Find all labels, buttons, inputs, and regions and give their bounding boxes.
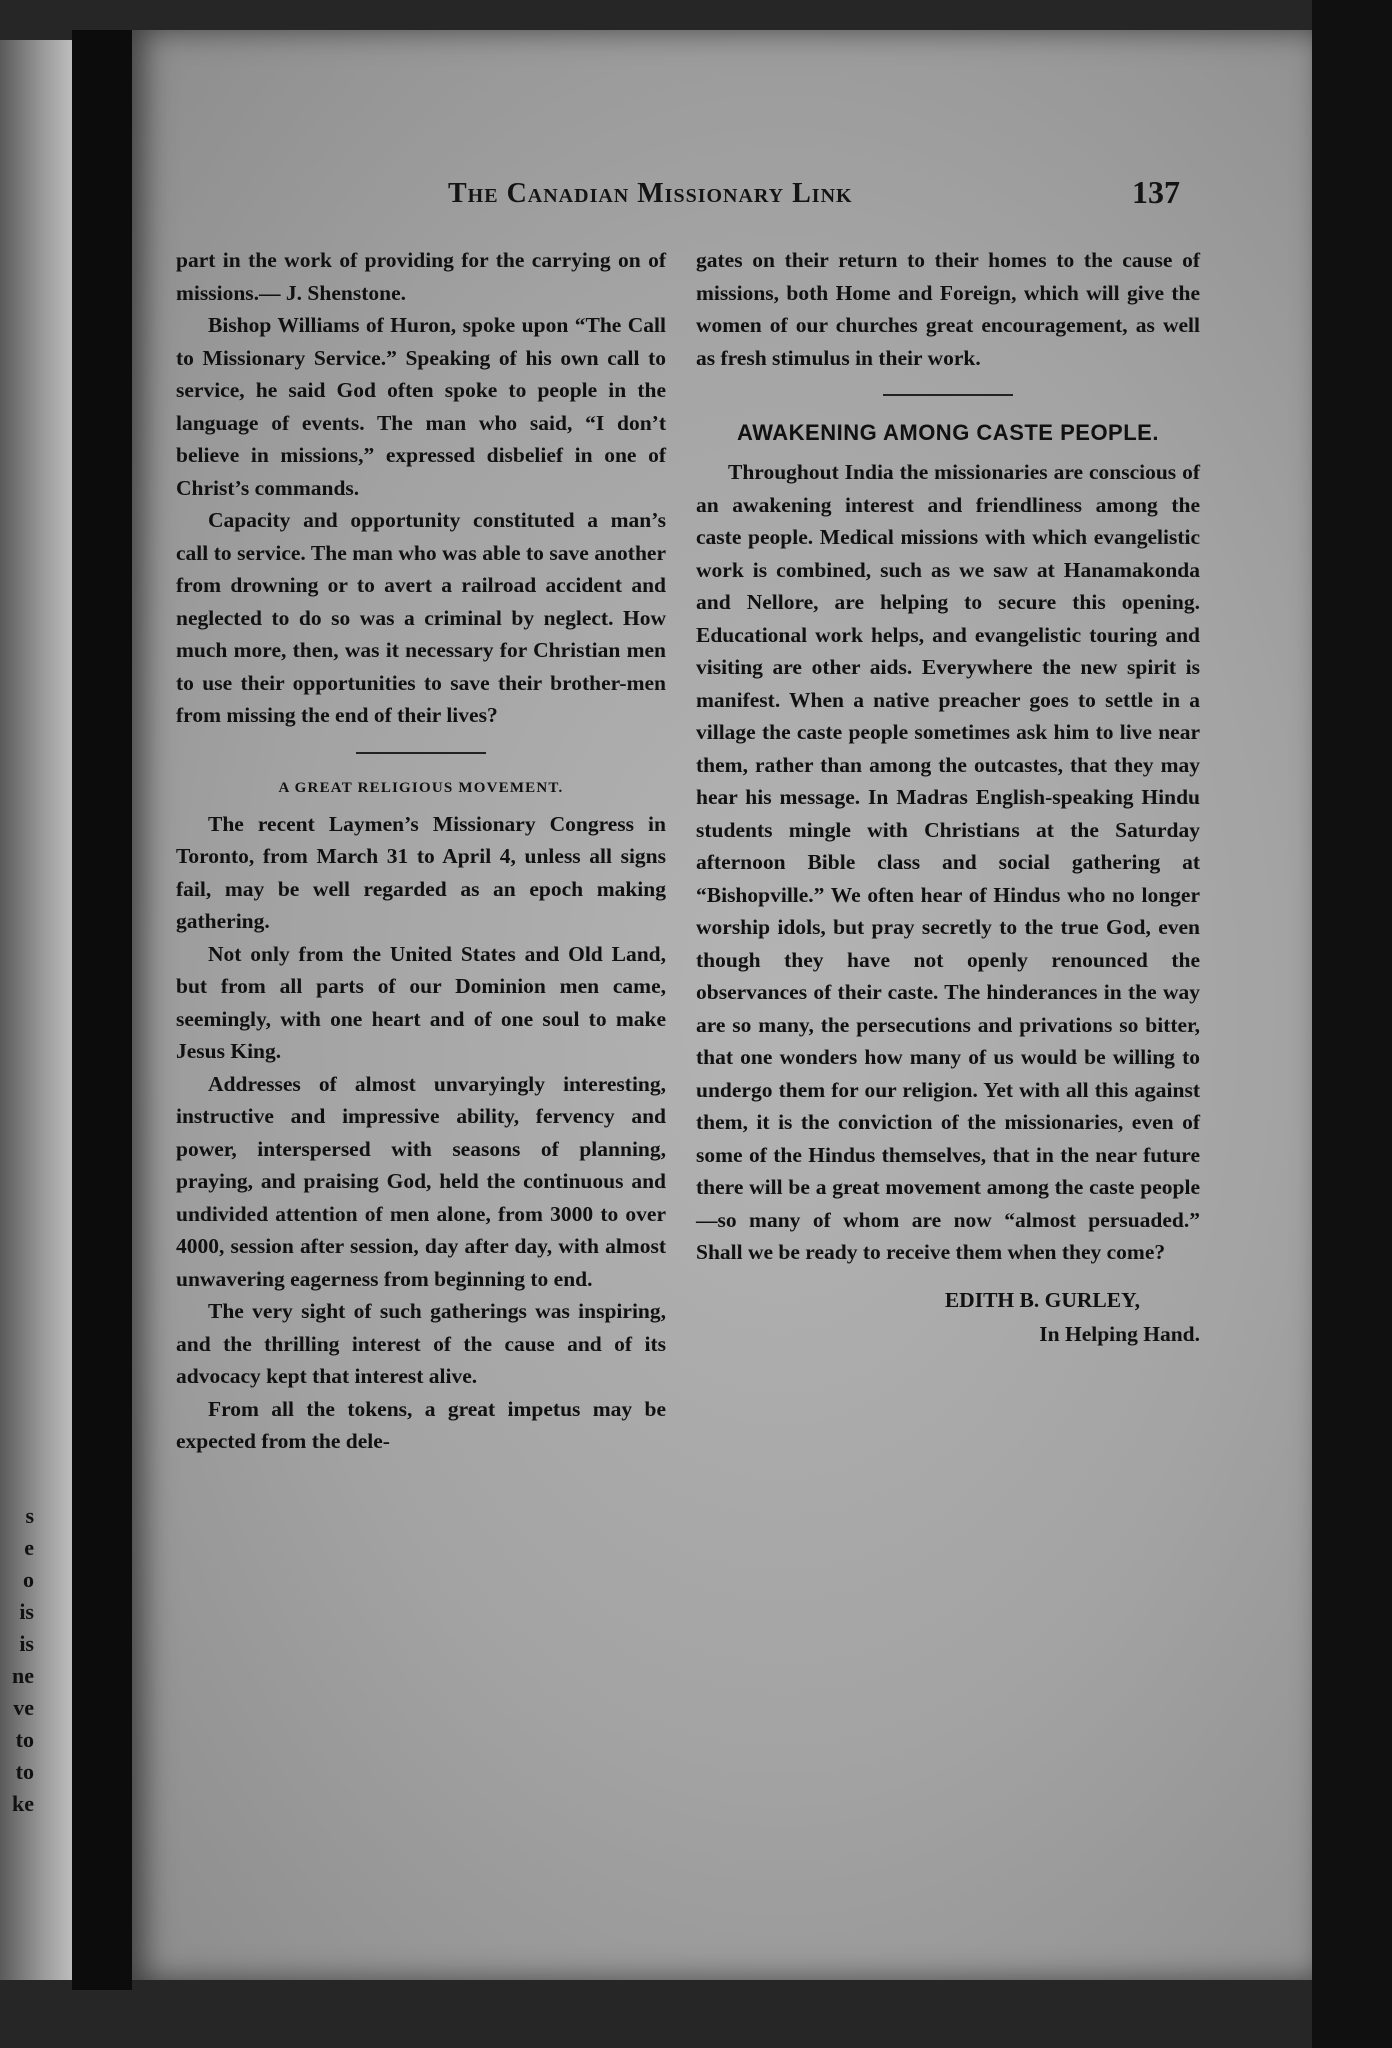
fragment: ke	[12, 1791, 34, 1816]
paragraph: Capacity and opportunity constituted a man’s call to service. The man who was able to save another from drowning or to avert a railroad accident and neglected to do so was a criminal by neglect. How much more, then, was it necessary for Christian men to use their opportunities to save their brother-men from missing the end of their lives?	[176, 508, 666, 727]
left-column	[176, 244, 666, 1458]
section-title: AWAKENING AMONG CASTE PEOPLE.	[737, 420, 1159, 445]
signature	[696, 1283, 1200, 1351]
section-divider	[356, 752, 486, 754]
book-spine-shadow	[72, 30, 132, 1990]
fragment: to	[15, 1759, 34, 1784]
fragment: to	[15, 1727, 34, 1752]
fragment: s	[25, 1503, 34, 1528]
paragraph: Addresses of almost unvaryingly interesting, instructive and impressive ability, fervency and power, interspersed with seasons of planning, praying, and praising God, held the continuous and undivided attention of men alone, from 3000 to over 4000, session after session, day after day, with almost unwavering eagerness from beginning to end.	[176, 1071, 666, 1291]
page-header	[300, 174, 1180, 224]
paragraph: gates on their return to their homes to the cause of missions, both Home and Foreign, which will give the women of our churches great encouragement, as well as fresh stimulus in their work.	[696, 248, 1200, 370]
paragraph: The very sight of such gatherings was inspiring, and the thrilling interest of the cause and of its advocacy kept that interest alive.	[176, 1299, 666, 1388]
paragraph: Throughout India the missionaries are conscious of an awakening interest and friendliness among the caste people. Medical missions with which evangelistic work is combined, such as we saw at Hanamakonda and Nellore, are helping to secure this opening. Educational work helps, and evangelistic touring and visiting are other aids. Everywhere the new spirit is manifest. When a native preacher goes to settle in a village the caste people sometimes ask him to live near them, rather than among the outcastes, that they may hear his message. In Madras English-speaking Hindu students mingle with Christians at the Saturday afternoon Bible class and social gathering at “Bishopville.” We often hear of Hindus who no longer worship idols, but pray secretly to the true God, even though they have not openly renounced the observances of their caste. The hinderances in the way are so many, the persecutions and privations so bitter, that one wonders how many of us would be willing to undergo them for our religion. Yet with all this against them, it is the conviction of the missionaries, even of some of the Hindus themselves, that in the near future there will be a great movement among the caste people—so many of whom are now “almost persuaded.” Shall we be ready to receive them when they come?	[696, 460, 1200, 1264]
section-divider	[883, 394, 1013, 396]
paragraph: The recent Laymen’s Missionary Congress in Toronto, from March 31 to April 4, unless all signs fail, may be well regarded as an epoch making gathering.	[176, 811, 666, 933]
page-number: 137	[1132, 174, 1180, 210]
paragraph: Not only from the United States and Old Land, but from all parts of our Dominion men came, seemingly, with one heart and of one soul to make Jesus King.	[176, 941, 666, 1063]
running-title: The Canadian Missionary Link	[448, 178, 853, 209]
right-column	[696, 244, 1200, 1351]
fragment: o	[23, 1567, 34, 1592]
fragment: is	[19, 1599, 34, 1624]
paragraph: Bishop Williams of Huron, spoke upon “The Call to Missionary Service.” Speaking of his own call to service, he said God often spoke to people in the language of events. The man who said, “I don’t believe in missions,” expressed disbelief in one of Christ’s commands.	[176, 313, 666, 500]
source-credit: In Helping Hand.	[1039, 1321, 1200, 1346]
paragraph: part in the work of providing for the carrying on of missions.— J. Shenstone.	[176, 248, 666, 305]
fragment: ne	[12, 1663, 34, 1688]
fragment: e	[24, 1535, 34, 1560]
right-scan-edge	[1312, 0, 1392, 2048]
fragment: is	[19, 1631, 34, 1656]
section-title: A GREAT RELIGIOUS MOVEMENT.	[278, 779, 564, 796]
author-name: EDITH B. GURLEY,	[944, 1287, 1140, 1312]
paragraph: From all the tokens, a great impetus may be expected from the dele-	[176, 1396, 666, 1453]
adjacent-page-text	[0, 1500, 34, 1820]
fragment: ve	[13, 1695, 34, 1720]
